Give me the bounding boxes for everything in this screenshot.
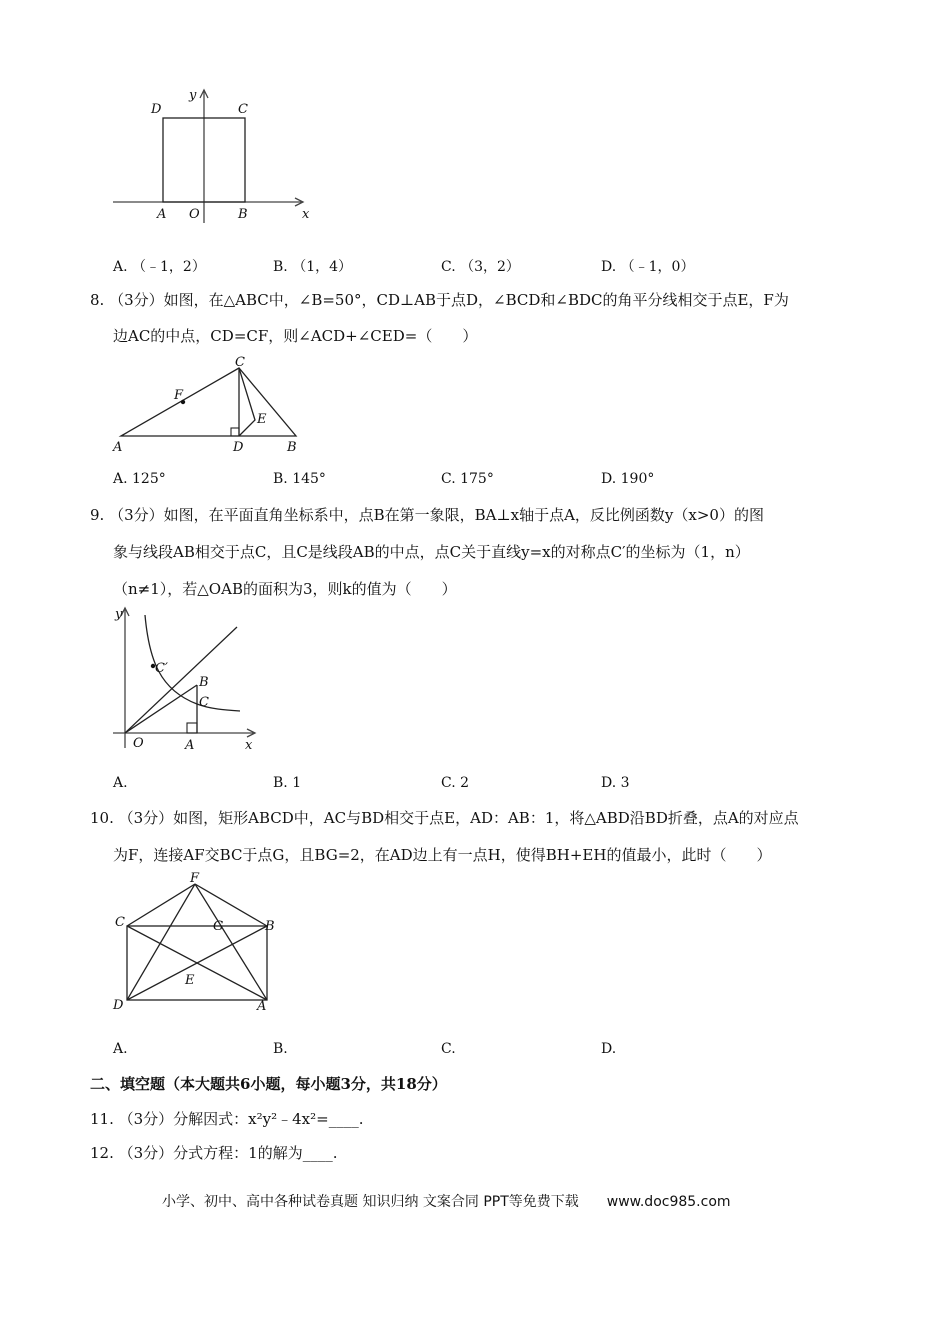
- label-y: y: [189, 88, 197, 103]
- q7-option-a: A. （﹣1，2）: [113, 259, 206, 275]
- label-f: F: [190, 871, 200, 886]
- q8-text-line2: 边AC的中点，CD=CF，则∠ACD+∠CED=（ ）: [113, 327, 478, 345]
- label-y: y: [115, 607, 123, 622]
- label-b: B: [265, 919, 275, 934]
- figure-rectangle-fold: [105, 868, 285, 1018]
- label-f: F: [174, 388, 184, 403]
- q9-option-c: C. 2: [441, 775, 470, 791]
- q11-text: 11. （3分）分解因式：x²y²﹣4x²=____.: [90, 1110, 364, 1128]
- q10-text-line2: 为F，连接AF交BC于点G，且BG=2，在AD边上有一点H，使得BH+EH的值最小，此时（ ）: [113, 846, 772, 864]
- label-c: C: [115, 915, 125, 930]
- label-c-prime: C′: [155, 661, 168, 676]
- q8-option-c: C. 175°: [441, 471, 494, 487]
- label-g: G: [213, 919, 224, 934]
- label-a: A: [157, 207, 167, 222]
- label-b: B: [238, 207, 248, 222]
- label-o: O: [189, 207, 200, 222]
- label-a: A: [113, 440, 123, 455]
- q10-option-c: C.: [441, 1041, 456, 1057]
- q12-text: 12. （3分）分式方程：1的解为____.: [90, 1144, 338, 1162]
- q8-option-d: D. 190°: [601, 471, 655, 487]
- q9-option-b: B. 1: [273, 775, 302, 791]
- q8-option-a: A. 125°: [113, 471, 166, 487]
- label-e: E: [257, 412, 267, 427]
- q10-option-d: D.: [601, 1041, 617, 1057]
- label-c: C: [235, 355, 245, 370]
- label-x: x: [302, 207, 310, 222]
- label-e: E: [185, 973, 195, 988]
- q9-text-line2: 象与线段AB相交于点C，且C是线段AB的中点，点C关于直线y=x的对称点C′的坐标为（1，n）: [113, 543, 750, 561]
- q10-text-line1: 10. （3分）如图，矩形ABCD中，AC与BD相交于点E，AD：AB：1，将△ABD沿BD折叠，点A的对应点: [90, 809, 799, 827]
- q7-option-d: D. （﹣1，0）: [601, 259, 695, 275]
- label-a: A: [185, 738, 195, 753]
- page-footer: 小学、初中、高中各种试卷真题 知识归纳 文案合同 PPT等免费下载 www.doc985.com: [162, 1194, 731, 1210]
- section-heading: 二、填空题（本大题共6小题，每小题3分，共18分）: [90, 1075, 447, 1093]
- q10-option-a: A.: [113, 1041, 128, 1057]
- figure-square-axes: [105, 85, 325, 230]
- label-b: B: [199, 675, 209, 690]
- q7-option-b: B. （1，4）: [273, 259, 353, 275]
- figure-inverse-function: [105, 600, 265, 755]
- figure-triangle-abc: [105, 350, 315, 460]
- label-x: x: [245, 738, 253, 753]
- q8-text-line1: 8. （3分）如图，在△ABC中，∠B=50°，CD⊥AB于点D，∠BCD和∠BDC的角平分线相交于点E，F为: [90, 291, 789, 309]
- q7-option-c: C. （3，2）: [441, 259, 520, 275]
- q9-text-line3: （n≠1），若△OAB的面积为3，则k的值为（ ）: [113, 580, 457, 598]
- label-c: C: [238, 102, 248, 117]
- q9-option-a: A.: [113, 775, 128, 791]
- label-d: D: [113, 998, 124, 1013]
- label-b: B: [287, 440, 297, 455]
- q9-option-d: D. 3: [601, 775, 630, 791]
- q9-text-line1: 9. （3分）如图，在平面直角坐标系中，点B在第一象限，BA⊥x轴于点A，反比例函数y（x>0）的图: [90, 506, 764, 524]
- label-d: D: [233, 440, 244, 455]
- label-d: D: [151, 102, 162, 117]
- label-a: A: [257, 999, 267, 1014]
- label-c: C: [199, 695, 209, 710]
- label-o: O: [133, 736, 144, 751]
- q10-option-b: B.: [273, 1041, 288, 1057]
- q8-option-b: B. 145°: [273, 471, 326, 487]
